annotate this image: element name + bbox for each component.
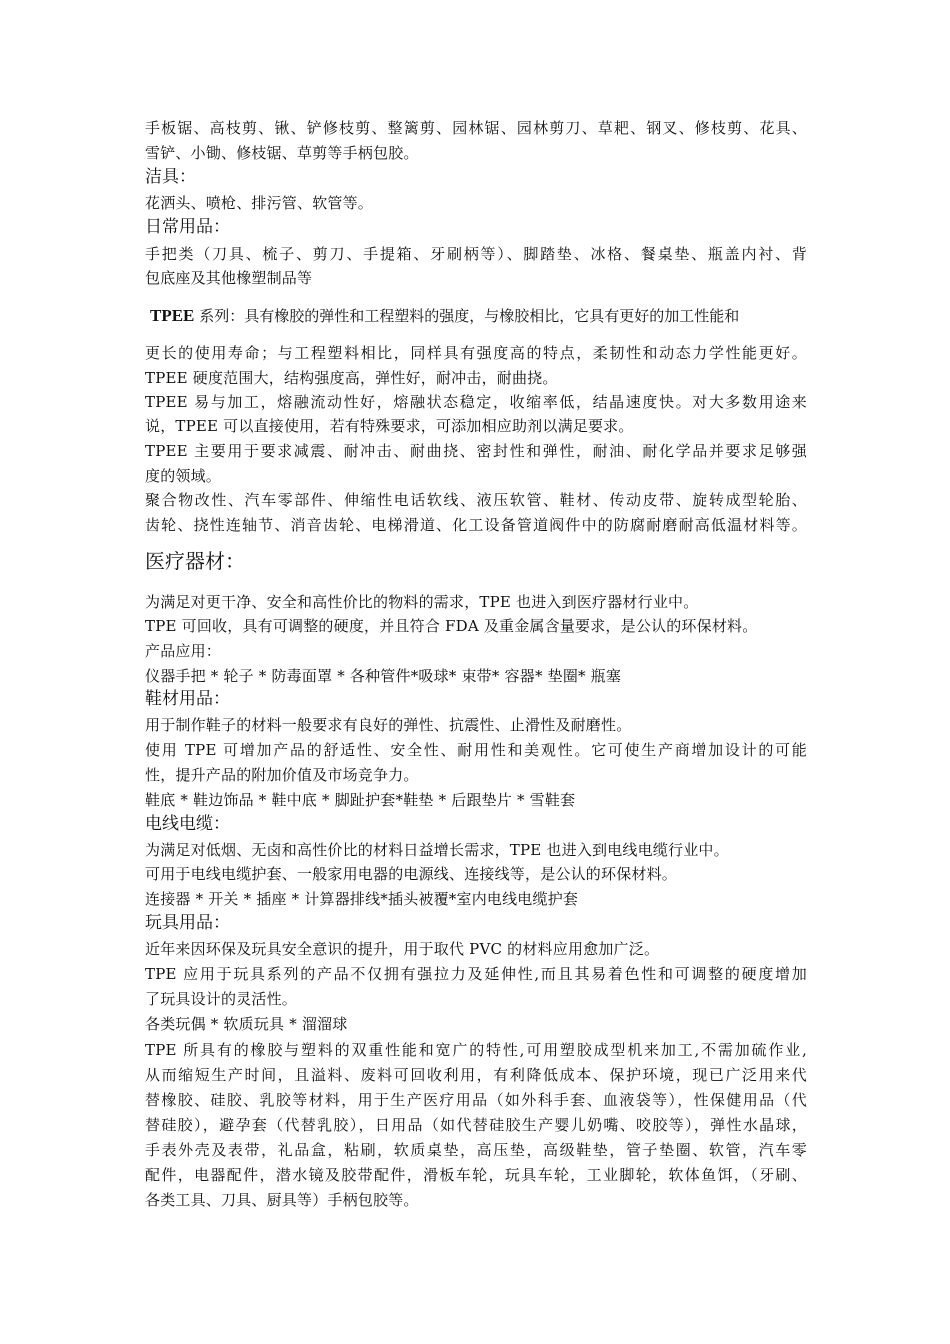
paragraph-line: 手把类（刀具、梳子、剪刀、手提箱、牙刷柄等）、脚踏垫、冰格、餐桌垫、瓶盖内衬、背 bbox=[145, 245, 807, 263]
paragraph-line: 花洒头、喷枪、排污管、软管等。 bbox=[145, 194, 374, 212]
section-heading-wanju: 玩具用品： bbox=[145, 913, 230, 933]
paragraph-line: 说，TPEE 可以直接使用，若有特殊要求，可添加相应助剂以满足要求。 bbox=[145, 417, 634, 435]
paragraph-line: TPE 应用于玩具系列的产品不仅拥有强拉力及延伸性,而且其易着色性和可调整的硬度增加 bbox=[145, 965, 807, 983]
paragraph-line: 手板锯、高枝剪、锹、铲修枝剪、整篱剪、园林锯、园林剪刀、草耙、钢叉、修枝剪、花具、 bbox=[145, 119, 807, 137]
paragraph-line: 各类工具、刀具、厨具等）手柄包胶等。 bbox=[145, 1191, 419, 1209]
paragraph-line: 齿轮、挠性连轴节、消音齿轮、电梯滑道、化工设备管道阀件中的防腐耐磨耐高低温材料等。 bbox=[145, 516, 807, 534]
section-heading-xiecai: 鞋材用品： bbox=[145, 689, 230, 709]
section-heading-yiliao: 医疗器材： bbox=[145, 549, 245, 573]
paragraph-line: 了玩具设计的灵活性。 bbox=[145, 990, 298, 1008]
paragraph-line: 从而缩短生产时间，且溢料、废料可回收利用，有利降低成本、保护环境，现已广泛用来代 bbox=[145, 1066, 807, 1084]
paragraph-line: 为满足对更干净、安全和高性价比的物料的需求，TPE 也进入到医疗器材行业中。 bbox=[145, 593, 699, 611]
paragraph-line: TPE 所具有的橡胶与塑料的双重性能和宽广的特性,可用塑胶成型机来加工,不需加硫作业, bbox=[145, 1041, 807, 1059]
paragraph-line: 配件，电器配件，潜水镜及胶带配件，滑板车轮，玩具车轮，工业脚轮，软体鱼饵，（牙刷、 bbox=[145, 1166, 807, 1184]
paragraph-line: 使用 TPE 可增加产品的舒适性、安全性、耐用性和美观性。它可使生产商增加设计的可能 bbox=[145, 741, 807, 759]
paragraph-line: 连接器 * 开关 * 插座 * 计算器排线*插头被覆*室内电线电缆护套 bbox=[145, 890, 579, 908]
paragraph-line: 更长的使用寿命；与工程塑料相比，同样具有强度高的特点，柔韧性和动态力学性能更好。 bbox=[145, 344, 807, 362]
section-heading-dianxian: 电线电缆： bbox=[145, 814, 230, 834]
paragraph-line: 可用于电线电缆护套、一般家用电器的电源线、连接线等，是公认的环保材料。 bbox=[145, 865, 678, 883]
paragraph-line: 替硅胶），避孕套（代替乳胶），日用品（如代替硅胶生产婴儿奶嘴、咬胶等），弹性水晶球， bbox=[145, 1116, 807, 1134]
paragraph-line: 仪器手把 * 轮子 * 防毒面罩 * 各种管件*吸球* 束带* 容器* 垫圈* 瓶塞 bbox=[145, 667, 622, 685]
paragraph-line: 用于制作鞋子的材料一般要求有良好的弹性、抗震性、止滑性及耐磨性。 bbox=[145, 716, 632, 734]
paragraph-line: 替橡胶、硅胶、乳胶等材料，用于生产医疗用品（如外科手套、血液袋等），性保健用品（代 bbox=[145, 1091, 807, 1109]
paragraph-line: TPEE 主要用于要求减震、耐冲击、耐曲挠、密封性和弹性，耐油、耐化学品并要求足够强 bbox=[145, 442, 807, 460]
paragraph-line: 鞋底 * 鞋边饰品 * 鞋中底 * 脚趾护套*鞋垫 * 后跟垫片 * 雪鞋套 bbox=[145, 791, 576, 809]
paragraph-line: TPEE 易与加工，熔融流动性好，熔融状态稳定，收缩率低，结晶速度快。对大多数用途来 bbox=[145, 393, 807, 411]
paragraph-line: 度的领域。 bbox=[145, 467, 222, 485]
paragraph-line: 手表外壳及表带，礼品盒，粘刷，软质桌垫，高压垫，高级鞋垫，管子垫圈、软管，汽车零 bbox=[145, 1141, 807, 1159]
section-heading-jieju: 洁具： bbox=[145, 167, 196, 187]
tpee-intro-line bbox=[150, 305, 739, 327]
tpee-term: TPEE bbox=[150, 306, 195, 325]
paragraph-line: 为满足对低烟、无卤和高性价比的材料日益增长需求，TPE 也进入到电线电缆行业中。 bbox=[145, 841, 729, 859]
paragraph-line: 雪铲、小锄、修枝锯、草剪等手柄包胶。 bbox=[145, 144, 419, 162]
tpee-intro-text: 系列：具有橡胶的弹性和工程塑料的强度，与橡胶相比，它具有更好的加工性能和 bbox=[199, 307, 740, 325]
paragraph-line: 包底座及其他橡塑制品等 bbox=[145, 269, 313, 287]
paragraph-line: 聚合物改性、汽车零部件、伸缩性电话软线、液压软管、鞋材、传动皮带、旋转成型轮胎、 bbox=[145, 491, 807, 509]
paragraph-line: 性，提升产品的附加价值及市场竞争力。 bbox=[145, 766, 419, 784]
paragraph-line: TPE 可回收，具有可调整的硬度，并且符合 FDA 及重金属含量要求，是公认的环保材料。 bbox=[145, 617, 758, 635]
paragraph-line: 近年来因环保及玩具安全意识的提升，用于取代 PVC 的材料应用愈加广泛。 bbox=[145, 940, 660, 958]
section-heading-richang: 日常用品： bbox=[145, 217, 230, 237]
paragraph-line: 产品应用： bbox=[145, 642, 222, 660]
paragraph-line: 各类玩偶 * 软质玩具 * 溜溜球 bbox=[145, 1015, 348, 1033]
paragraph-line: TPEE 硬度范围大，结构强度高，弹性好，耐冲击，耐曲挠。 bbox=[145, 369, 558, 387]
